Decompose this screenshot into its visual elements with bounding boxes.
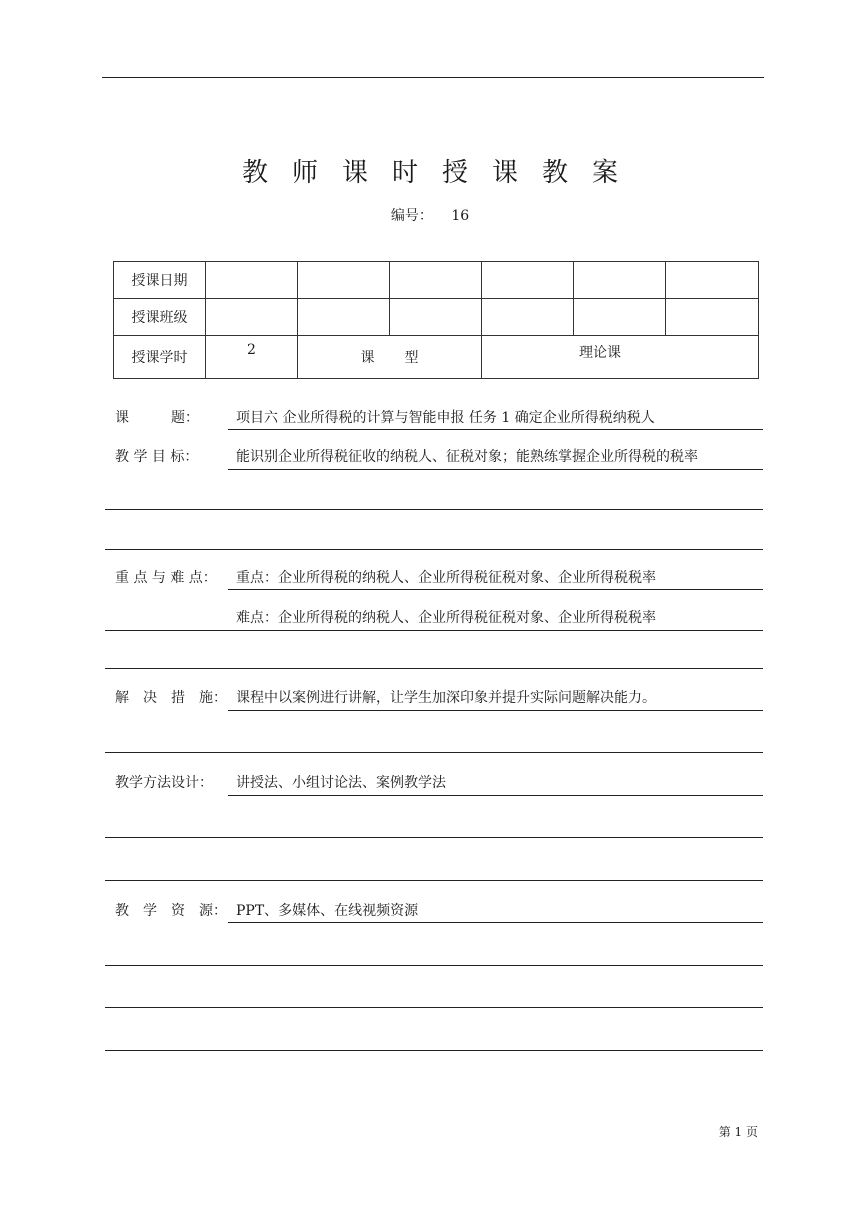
methods-underline [228,795,763,796]
topic-value: 项目六 企业所得税的计算与智能申报 任务 1 确定企业所得税纳税人 [236,410,655,426]
date-cell [298,262,390,299]
methods-value: 讲授法、小组讨论法、案例教学法 [236,775,446,791]
hours-label: 授课学时 [114,336,206,379]
topic-underline [228,429,763,430]
date-cell [390,262,482,299]
key-point-value: 重点：企业所得税的纳税人、企业所得税征税对象、企业所得税税率 [236,570,656,586]
course-info-table [113,261,759,379]
writing-line [105,1007,763,1008]
measures-value: 课程中以案例进行讲解，让学生加深印象并提升实际问题解决能力。 [236,690,656,706]
course-type-label: 课型 [298,336,482,379]
writing-line [105,837,763,838]
class-cell [666,299,759,336]
topic-label: 课 题： [115,410,199,426]
resources-label: 教 学 资 源： [115,903,227,919]
difficulty-value: 难点：企业所得税的纳税人、企业所得税征税对象、企业所得税税率 [236,610,656,626]
hours-value-text: 2 [247,342,256,358]
class-cell [390,299,482,336]
writing-line [105,509,763,510]
writing-line [105,668,763,669]
date-cell [666,262,759,299]
serial-value: 16 [451,208,470,224]
serial-number [0,207,860,225]
page-title: 教师课时授课教案 [241,158,642,188]
date-cell [482,262,574,299]
class-cell [574,299,666,336]
table-row-date [114,262,759,299]
class-cell [298,299,390,336]
hours-value [206,336,298,379]
methods-label: 教学方法设计： [115,775,213,791]
page-number: 第 1 页 [718,1125,758,1139]
objectives-value: 能识别企业所得税征收的纳税人、征税对象；能熟练掌握企业所得税的税率 [236,449,698,465]
objectives-underline [228,469,763,470]
writing-line [105,549,763,550]
date-label: 授课日期 [114,262,206,299]
writing-line [105,880,763,881]
class-cell [482,299,574,336]
writing-line [105,752,763,753]
writing-line [105,1050,763,1051]
difficulty-underline [105,630,763,631]
date-cell [574,262,666,299]
table-row-class [114,299,759,336]
measures-label: 解 决 措 施： [115,690,227,706]
resources-value: PPT、多媒体、在线视频资源 [236,903,419,919]
class-cell [206,299,298,336]
class-label: 授课班级 [114,299,206,336]
objectives-label: 教 学 目 标： [115,449,199,465]
table-row-hours [114,336,759,379]
measures-underline [228,710,763,711]
resources-underline [228,922,763,923]
date-cell [206,262,298,299]
key-point-underline [228,589,763,590]
header-rule [102,77,764,78]
serial-label: 编号： [390,208,433,224]
key-points-label: 重 点 与 难 点： [115,570,217,586]
course-type-value-text: 理论课 [579,345,621,361]
course-type-value [482,336,759,379]
writing-line [105,965,763,966]
